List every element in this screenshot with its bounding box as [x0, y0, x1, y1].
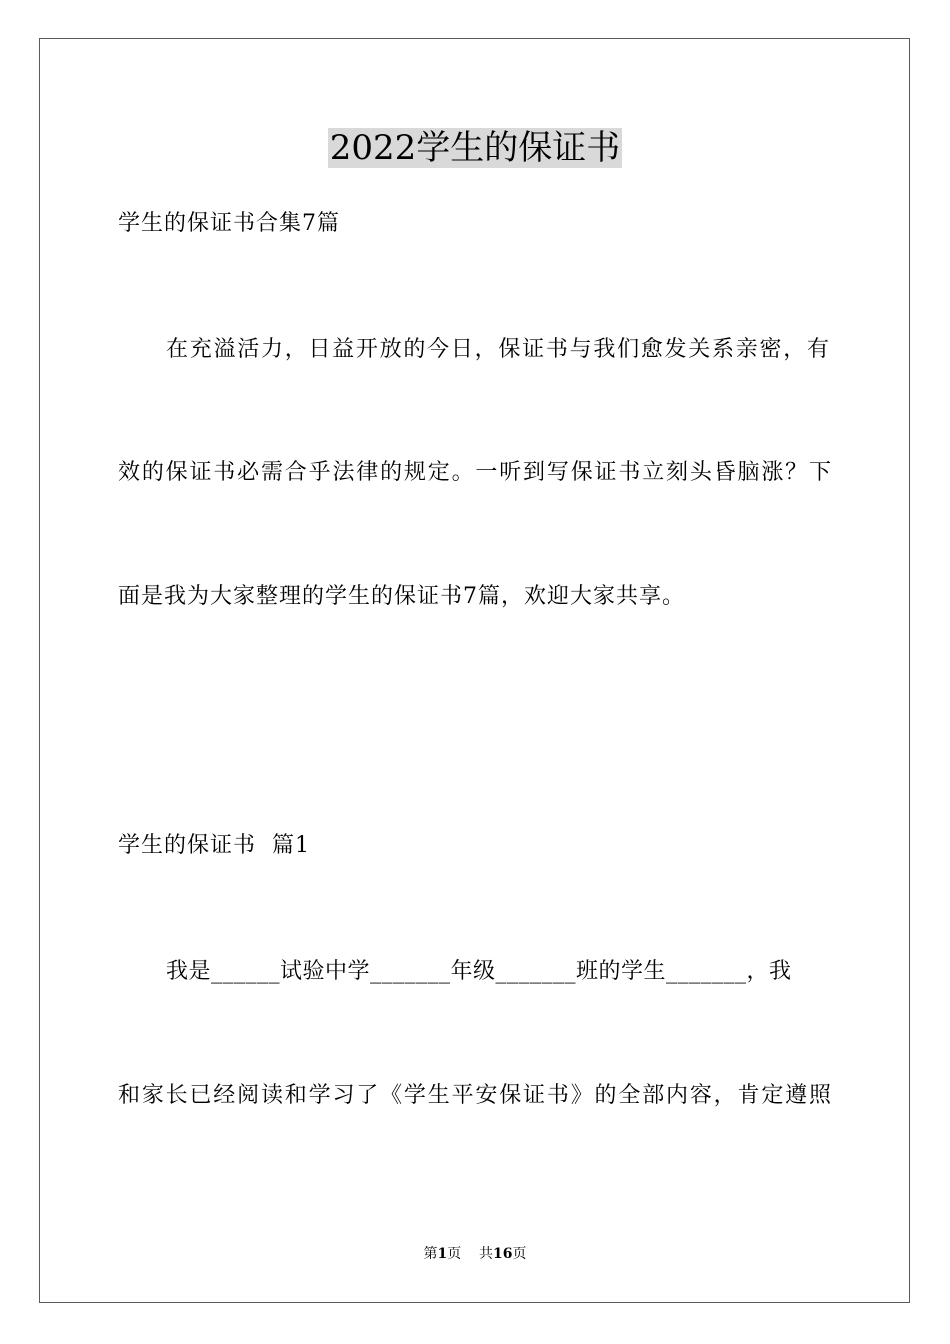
body-line-2: 和家长已经阅读和学习了《学生平安保证书》的全部内容，肯定遵照 — [118, 1083, 832, 1108]
footer-page-prefix: 第 — [423, 1246, 438, 1262]
intro-line-3: 面是我为大家整理的学生的保证书7篇，欢迎大家共享。 — [118, 584, 685, 609]
section-heading: 学生的保证书 篇1 — [118, 833, 310, 858]
title-container — [0, 128, 950, 168]
body-line-1: 我是______试验中学_______年级_______班的学生_______，我 — [166, 959, 792, 984]
intro-line-1: 在充溢活力，日益开放的今日，保证书与我们愈发关系亲密，有 — [166, 337, 830, 362]
footer-total-suffix: 页 — [512, 1246, 527, 1262]
footer-total-prefix: 共 — [479, 1246, 494, 1262]
intro-line-2: 效的保证书必需合乎法律的规定。一听到写保证书立刻头昏脑涨？下 — [118, 460, 832, 485]
document-title: 2022学生的保证书 — [329, 128, 621, 168]
footer-page-number: 1 — [437, 1246, 448, 1262]
document-subtitle: 学生的保证书合集7篇 — [118, 211, 340, 236]
page-footer — [0, 1245, 950, 1263]
footer-page-suffix: 页 — [447, 1246, 462, 1262]
footer-total-pages: 16 — [493, 1246, 513, 1262]
